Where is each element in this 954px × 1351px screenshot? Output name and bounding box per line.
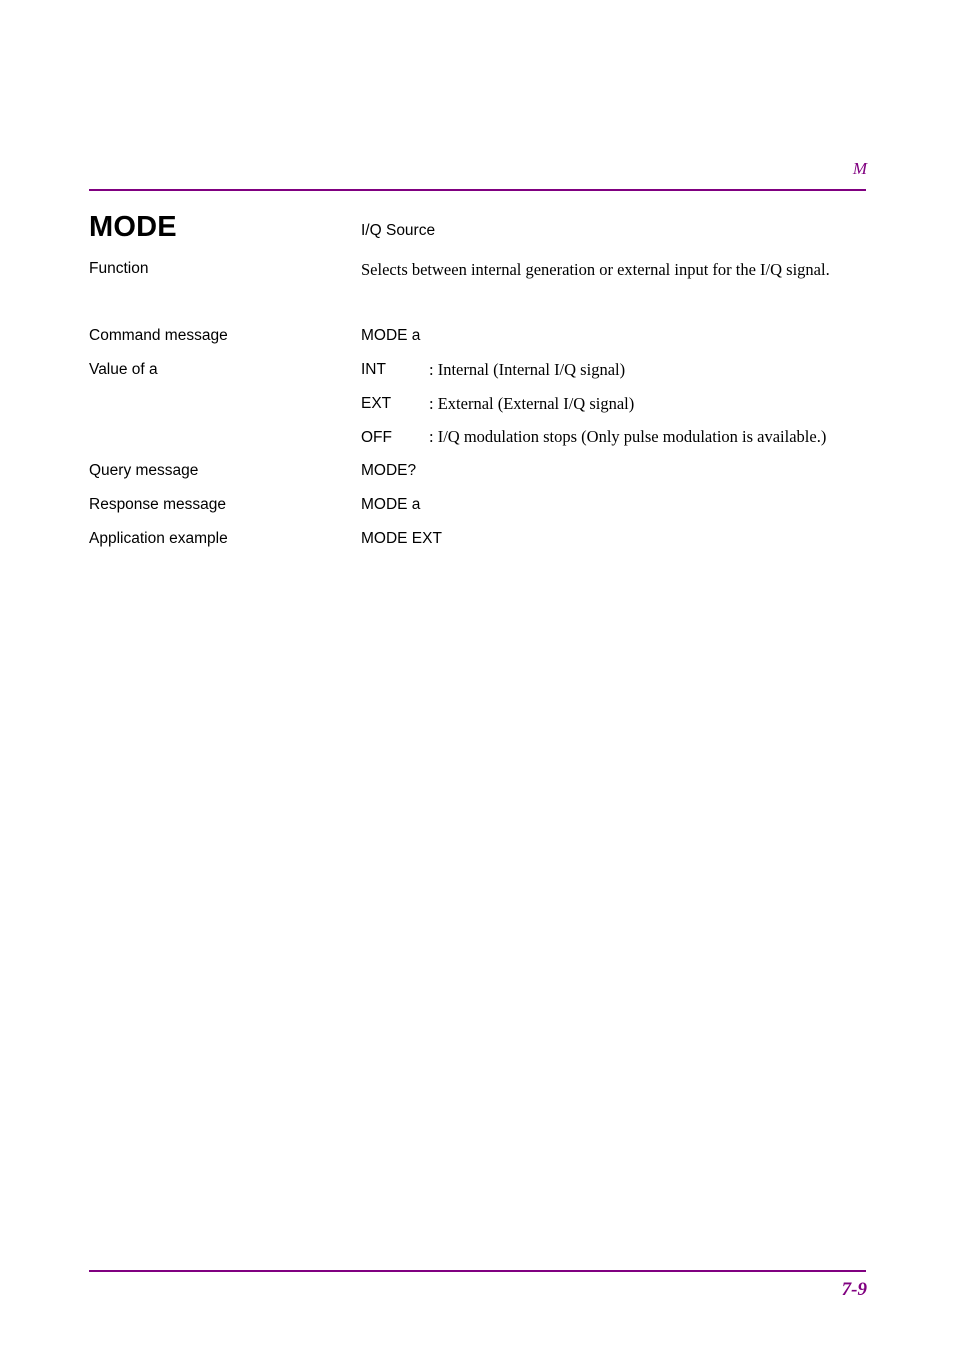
- command-subtitle: I/Q Source: [361, 222, 436, 239]
- response-message-value: MODE a: [361, 496, 421, 513]
- option-int-code: INT: [361, 361, 386, 378]
- query-message-label: Query message: [89, 462, 199, 479]
- option-int-description: : Internal (Internal I/Q signal): [429, 360, 626, 379]
- command-message-label: Command message: [89, 327, 228, 344]
- option-off-code: OFF: [361, 429, 392, 446]
- page-number: 7-9: [841, 1279, 867, 1300]
- query-message-value: MODE?: [361, 462, 417, 479]
- command-message-value: MODE a: [361, 327, 421, 344]
- option-ext-code: EXT: [361, 395, 392, 412]
- application-example-label: Application example: [89, 530, 228, 547]
- option-ext-description: : External (External I/Q signal): [429, 394, 635, 413]
- function-description: Selects between internal generation or external input for the I/Q signal.: [361, 260, 830, 279]
- section-letter: M: [852, 159, 867, 178]
- function-label: Function: [89, 260, 149, 277]
- command-title: MODE: [89, 211, 177, 243]
- header-rule: [89, 189, 866, 191]
- application-example-value: MODE EXT: [361, 530, 442, 547]
- footer-rule: [89, 1270, 866, 1272]
- value-of-a-label: Value of a: [89, 361, 158, 378]
- response-message-label: Response message: [89, 496, 226, 513]
- option-off-description: : I/Q modulation stops (Only pulse modulation is available.): [429, 427, 827, 446]
